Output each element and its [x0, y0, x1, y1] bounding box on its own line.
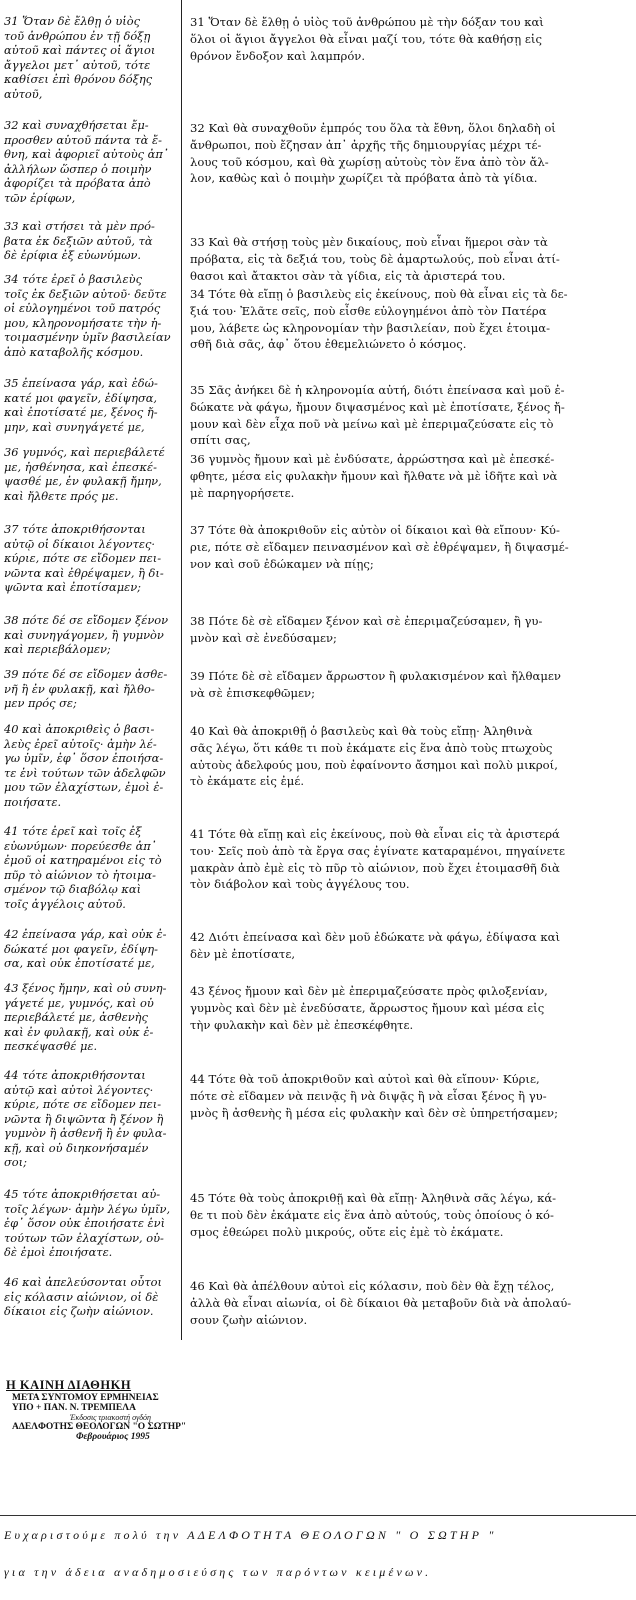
left-verse-43: 43 ξένος ἤμην, καὶ οὐ συνη- γάγετέ με, γυμνός, καὶ οὐ περιεβάλετέ με, ἀσθενὴς καὶ ἐν φυλακῇ, καὶ οὐκ ἐ- πεσκέψασθέ με. — [4, 981, 167, 1053]
right-verse-35: 35 Σᾶς ἀνήκει δὲ ἡ κληρονομία αὐτή, διότι ἐπείνασα καὶ μοῦ ἐ- δώκατε νὰ φάγω, ἤμουν διψασμένος καὶ μὲ ἐποτίσατε, ξένος ἤ- μουν καὶ δὲν εἶχα ποῦ νὰ μείνω καὶ μὲ ἐπεριμαζεύσατε εἰς τὸ σπίτι σας, — [190, 383, 565, 448]
separator-line — [0, 1515, 636, 1516]
right-verse-45: 45 Τότε θὰ τοὺς ἀποκριθῇ καὶ θὰ εἴπῃ· Ἀληθινὰ σᾶς λέγω, κά- θε τι ποὺ δὲν ἐκάματε εἰς ἕνα ἀπὸ αὐτούς, τοὺς ὁποίους ὁ κό- σμος ἐθεώρει πολὺ μικρούς, οὔτε εἰς ἐμὲ τὸ ἐκάματε. — [190, 1191, 557, 1239]
left-verse-45: 45 τότε ἀποκριθήσεται αὐ- τοῖς λέγων· ἀμὴν λέγω ὑμῖν, ἐφ᾽ ὅσον οὐκ ἐποιήσατε ἑνὶ τούτων τῶν ἐλαχίστων, οὐ- δὲ ἐμοὶ ἐποιήσατε. — [4, 1187, 171, 1259]
right-verse-36: 36 γυμνὸς ἤμουν καὶ μὲ ἐνδύσατε, ἀρρώστησα καὶ μὲ ἐπεσκέ- φθητε, μέσα εἰς φυλακὴν ἤμουν καὶ ἤλθατε νὰ μὲ ἰδῆτε καὶ νὰ μὲ παρηγορήσετε. — [190, 452, 558, 500]
left-verse-35: 35 ἐπείνασα γάρ, καὶ ἐδώ- κατέ μοι φαγεῖν, ἐδίψησα, καὶ ἐποτίσατέ με, ξένος ἤ- μην, καὶ συνηγάγετέ με, — [4, 376, 158, 434]
left-verse-46: 46 καὶ ἀπελεύσονται οὗτοι εἰς κόλασιν αἰώνιον, οἱ δὲ δίκαιοι εἰς ζωὴν αἰώνιον. — [4, 1275, 162, 1318]
right-verse-44: 44 Τότε θὰ τοῦ ἀποκριθοῦν καὶ αὐτοὶ καὶ θὰ εἴπουν· Κύριε, πότε σὲ εἴδαμεν νὰ πεινᾷς ἢ νὰ διψᾷς ἢ νὰ εἶσαι ξένος ἢ γυ- μνὸς ἢ ἀσθενὴς ἢ μέσα εἰς φυλακὴν καὶ δὲν σὲ ὑπηρετήσαμεν; — [190, 1072, 558, 1120]
right-verse-34: 34 Τότε θὰ εἴπῃ ὁ βασιλεὺς εἰς ἐκείνους, ποὺ θὰ εἶναι εἰς τὰ δε- ξιά του· Ἐλᾶτε σεῖς, ποὺ εἶσθε εὐλογημένοι ἀπὸ τὸν Πατέρα μου, λάβετε ὡς κληρονομίαν τὴν βασιλείαν, ποὺ ἔχει ἑτοιμα- σθῆ διὰ σᾶς, ἀφ᾽ ὅτου ἐθεμελιώνετο ὁ κόσμος. — [190, 287, 568, 352]
thanks-line-1: Ευχαριστούμε πολύ την ΑΔΕΛΦΟΤΗΤΑ ΘΕΟΛΟΓΩΝ " Ο ΣΩΤΗΡ " — [4, 1528, 497, 1542]
left-verse-37: 37 τότε ἀποκριθήσονται αὐτῷ οἱ δίκαιοι λέγοντες· κύριε, πότε σε εἴδομεν πει- νῶντα καὶ ἐθρέψαμεν, ἢ δι- ψῶντα καὶ ἐποτίσαμεν; — [4, 522, 164, 594]
left-verse-31: 31 Ὅταν δὲ ἔλθῃ ὁ υἱὸς τοῦ ἀνθρώπου ἐν τῇ δόξῃ αὐτοῦ καὶ πάντες οἱ ἅγιοι ἄγγελοι μετ᾽ αὐτοῦ, τότε καθίσει ἐπὶ θρόνου δόξης αὐτοῦ, — [4, 14, 156, 101]
left-verse-44: 44 τότε ἀποκριθήσονται αὐτῷ καὶ αὐτοὶ λέγοντες· κύριε, πότε σε εἴδομεν πει- νῶντα ἢ διψῶντα ἢ ξένον ἢ γυμνὸν ἢ ἀσθενῆ ἢ ἐν φυλα- κῇ, καὶ οὐ διηκονήσαμέν σοι; — [4, 1068, 167, 1169]
book-author: ΥΠΟ + ΠΑΝ. Ν. ΤΡΕΜΠΕΛΑ — [12, 1403, 136, 1413]
right-verse-43: 43 ξένος ἤμουν καὶ δὲν μὲ ἐπεριμαζεύσατε πρὸς φιλοξενίαν, γυμνὸς καὶ δὲν μὲ ἐνεδύσατε, ἄρρωστος ἤμουν καὶ μέσα εἰς τὴν φυλακὴν καὶ δὲν μὲ ἐπεσκέφθητε. — [190, 984, 548, 1032]
left-verse-38: 38 πότε δέ σε εἴδομεν ξένον καὶ συνηγάγομεν, ἢ γυμνὸν καὶ περιεβάλομεν; — [4, 613, 169, 656]
left-verse-41: 41 τότε ἐρεῖ καὶ τοῖς ἐξ εὐωνύμων· πορεύεσθε ἀπ᾽ ἐμοῦ οἱ κατηραμένοι εἰς τὸ πῦρ τὸ αἰώνιον τὸ ἡτοιμα- σμένον τῷ διαβόλῳ καὶ τοῖς ἀγγέλοις αὐτοῦ. — [4, 824, 162, 911]
publication-info — [6, 1378, 186, 1442]
right-verse-41: 41 Τότε θὰ εἴπῃ καὶ εἰς ἐκείνους, ποὺ θὰ εἶναι εἰς τὰ ἀριστερά του· Σεῖς ποὺ ἀπὸ τὰ ἔργα σας ἐγίνατε καταραμένοι, πηγαίνετε μακρὰν ἀπὸ ἐμὲ εἰς τὸ πῦρ τὸ αἰώνιον, ποὺ ἔχει ἑτοιμασθῆ διὰ τὸν διάβολον καὶ τοὺς ἀγγέλους του. — [190, 827, 565, 892]
right-verse-39: 39 Πότε δὲ σὲ εἴδαμεν ἄρρωστον ἢ φυλακισμένον καὶ ἤλθαμεν νὰ σὲ ἐπισκεφθῶμεν; — [190, 669, 561, 700]
left-verse-42: 42 ἐπείνασα γάρ, καὶ οὐκ ἐ- δώκατέ μοι φαγεῖν, ἐδίψη- σα, καὶ οὐκ ἐποτίσατέ με, — [4, 927, 167, 970]
right-verse-38: 38 Πότε δὲ σὲ εἴδαμεν ξένον καὶ σὲ ἐπεριμαζεύσαμεν, ἢ γυ- μνὸν καὶ σὲ ἐνεδύσαμεν; — [190, 614, 543, 645]
thanks-line-2: για την άδεια αναδημοσιεύσης των παρόντων κειμένων. — [4, 1565, 432, 1579]
left-verse-33: 33 καὶ στήσει τὰ μὲν πρό- βατα ἐκ δεξιῶν αὐτοῦ, τὰ δὲ ἐρίφια ἐξ εὐωνύμων. — [4, 219, 155, 262]
left-verse-32: 32 καὶ συναχθήσεται ἔμ- προσθεν αὐτοῦ πάντα τὰ ἔ- θνη, καὶ ἀφοριεῖ αὐτοὺς ἀπ᾽ ἀλλήλων ὥσπερ ὁ ποιμὴν ἀφορίζει τὰ πρόβατα ἀπὸ τῶν ἐρίφων, — [4, 118, 169, 205]
book-subtitle: ΜΕΤΑ ΣΥΝΤΟΜΟΥ ΕΡΜΗΝΕΙΑΣ — [12, 1393, 159, 1403]
left-verse-40: 40 καὶ ἀποκριθεὶς ὁ βασι- λεὺς ἐρεῖ αὐτοῖς· ἀμὴν λέ- γω ὑμῖν, ἐφ᾽ ὅσον ἐποιήσα- τε ἑνὶ τούτων τῶν ἀδελφῶν μου τῶν ἐλαχίστων, ἐμοὶ ἐ- ποιήσατε. — [4, 722, 166, 809]
book-edition: Έκδοσις τριακοστή ογδόη — [70, 1413, 151, 1422]
left-verse-36: 36 γυμνός, καὶ περιεβάλετέ με, ἠσθένησα, καὶ ἐπεσκέ- ψασθέ με, ἐν φυλακῇ ἤμην, καὶ ἤλθετε πρός με. — [4, 445, 165, 503]
right-verse-37: 37 Τότε θὰ ἀποκριθοῦν εἰς αὐτὸν οἱ δίκαιοι καὶ θὰ εἴπουν· Κύ- ριε, πότε σὲ εἴδαμεν πεινασμένον καὶ σὲ ἐθρέψαμεν, ἢ διψασμέ- νον καὶ σοῦ ἐδώκαμεν νὰ πίῃς; — [190, 523, 569, 571]
column-divider — [181, 0, 182, 1340]
right-verse-42: 42 Διότι ἐπείνασα καὶ δὲν μοῦ ἐδώκατε νὰ φάγω, ἐδίψασα καὶ δὲν μὲ ἐποτίσατε, — [190, 930, 560, 961]
left-verse-39: 39 πότε δέ σε εἴδομεν ἀσθε- νῆ ἢ ἐν φυλακῇ, καὶ ἤλθο- μεν πρός σε; — [4, 667, 168, 710]
right-verse-46: 46 Καὶ θὰ ἀπέλθουν αὐτοὶ εἰς κόλασιν, ποὺ δὲν θὰ ἔχῃ τέλος, ἀλλὰ θὰ εἶναι αἰωνία, οἱ δὲ δίκαιοι θὰ μεταβοῦν διὰ νὰ ἀπολαύ- σουν ζωὴν αἰώνιον. — [190, 1279, 572, 1327]
right-verse-32: 32 Καὶ θὰ συναχθοῦν ἐμπρός του ὅλα τὰ ἔθνη, ὅλοι δηλαδὴ οἱ ἄνθρωποι, ποὺ ἔζησαν ἀπ᾽ ἀρχῆς τῆς δημιουργίας μέχρι τέ- λους τοῦ κόσμου, καὶ θὰ χωρίσῃ αὐτοὺς τὸν ἕνα ἀπὸ τὸν ἄλ- λον, καθὼς καὶ ὁ ποιμὴν χωρίζει τὰ πρόβατα ἀπὸ τὰ γίδια. — [190, 121, 556, 186]
book-title: Η ΚΑΙΝΗ ΔΙΑΘΗΚΗ — [6, 1378, 132, 1392]
left-verse-34: 34 τότε ἐρεῖ ὁ βασιλεὺς τοῖς ἐκ δεξιῶν αὐτοῦ· δεῦτε οἱ εὐλογημένοι τοῦ πατρός μου, κληρονομήσατε τὴν ἡ- τοιμασμένην ὑμῖν βασιλείαν ἀπὸ καταβολῆς κόσμου. — [4, 272, 171, 359]
book-date: Φεβρουάριος 1995 — [76, 1432, 150, 1442]
right-verse-40: 40 Καὶ θὰ ἀποκριθῇ ὁ βασιλεὺς καὶ θὰ τοὺς εἴπῃ· Ἀληθινὰ σᾶς λέγω, ὅτι κάθε τι ποὺ ἐκάματε εἰς ἕνα ἀπὸ τοὺς πτωχοὺς αὐτοὺς ἀδελφούς μου, ποὺ ἐφαίνοντο ἄσημοι καὶ πολὺ μικροί, τὸ ἐκάματε εἰς ἐμέ. — [190, 724, 558, 789]
book-publisher: ΑΔΕΛΦΟΤΗΣ ΘΕΟΛΟΓΩΝ "Ο ΣΩΤΗΡ" — [12, 1422, 187, 1432]
right-verse-33: 33 Καὶ θὰ στήσῃ τοὺς μὲν δικαίους, ποὺ εἶναι ἥμεροι σὰν τὰ πρόβατα, εἰς τὰ δεξιά του, τοὺς δὲ ἁμαρτωλούς, ποὺ εἶναι ἀτί- θασοι καὶ ἄτακτοι σὰν τὰ γίδια, εἰς τὰ ἀριστερά του. — [190, 235, 560, 283]
right-verse-31: 31 Ὅταν δὲ ἔλθῃ ὁ υἱὸς τοῦ ἀνθρώπου μὲ τὴν δόξαν του καὶ ὅλοι οἱ ἅγιοι ἄγγελοι θὰ εἶναι μαζί του, τότε θὰ καθήσῃ εἰς θρόνον ἔνδοξον καὶ λαμπρόν. — [190, 15, 544, 63]
